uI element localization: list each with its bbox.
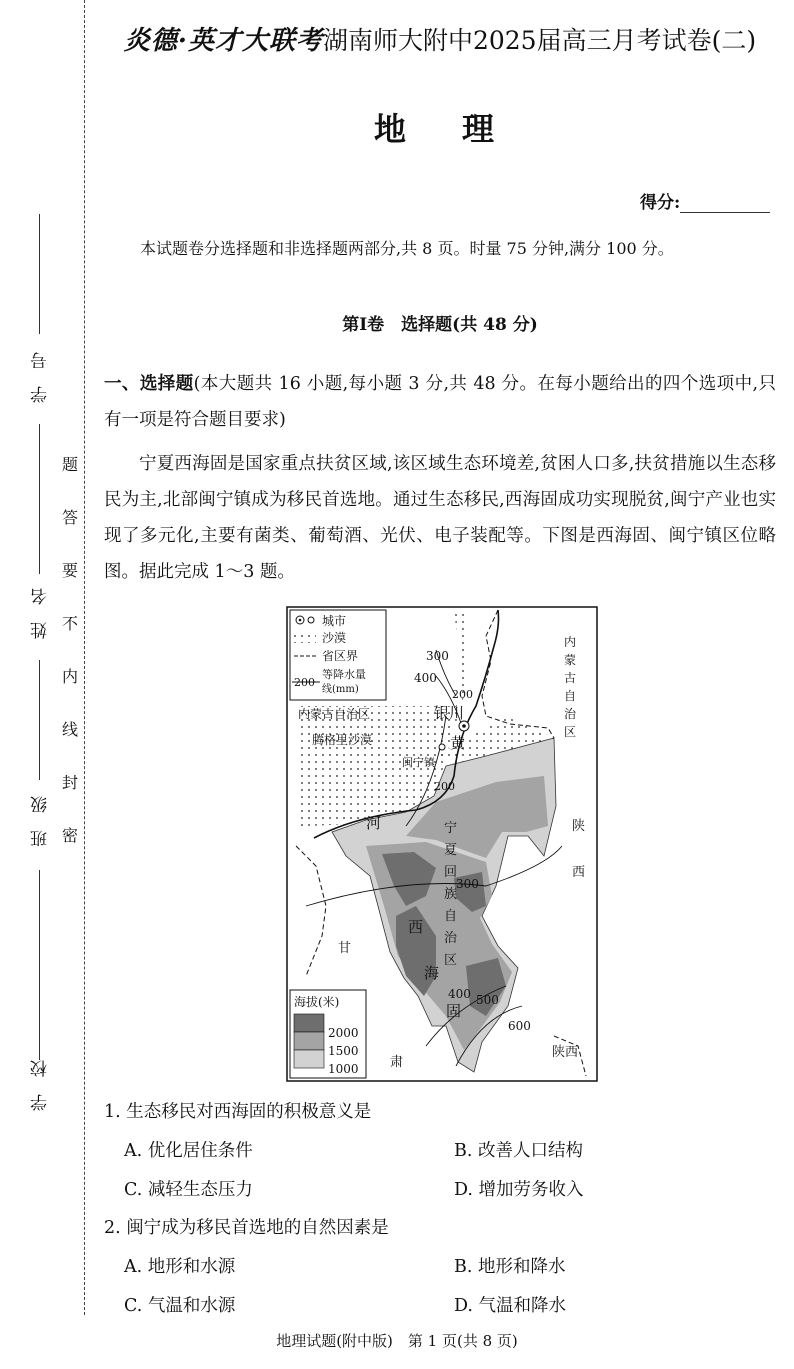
seal-char: 线 <box>62 720 79 739</box>
question-2-stem: 2. 闽宁成为移民首选地的自然因素是 <box>104 1218 389 1238</box>
seal-line <box>84 0 85 1315</box>
page-footer: 地理试题(附中版) 第 1 页(共 8 页) <box>276 1332 518 1350</box>
label-ningxia-3: 回 <box>444 865 458 880</box>
legend-isohyet-value: 200 <box>294 676 315 689</box>
seal-char: 答 <box>62 508 79 527</box>
label-tengger-desert: 腾格里沙漠 <box>312 733 373 747</box>
legend-city: 城市 <box>322 614 347 628</box>
label-shaanxi-2: 西 <box>572 865 586 880</box>
label-ningxia-1: 宁 <box>444 821 458 836</box>
label-inner-mongolia-east-1: 内 <box>564 635 577 649</box>
elevation-level-1500: 1500 <box>328 1044 359 1058</box>
label-inner-mongolia-east-5: 治 <box>564 707 577 721</box>
label-he: 河 <box>366 814 382 832</box>
label-shaanxi-1: 陕 <box>572 819 586 834</box>
question-2-option-d[interactable]: D. 气温和降水 <box>454 1296 567 1316</box>
isohyet-label: 400 <box>414 671 437 685</box>
label-gan: 甘 <box>338 941 352 956</box>
score-label: 得分: <box>640 193 681 213</box>
isohyet-label: 300 <box>426 649 449 663</box>
label-ningxia-7: 区 <box>444 953 458 968</box>
score-blank[interactable] <box>680 194 770 213</box>
elevation-swatch-1000 <box>294 1050 324 1068</box>
label-xi: 西 <box>408 918 424 936</box>
minning-symbol <box>439 744 445 750</box>
isohyet-label: 200 <box>452 688 473 701</box>
part-title: 第Ⅰ卷 选择题(共 48 分) <box>342 315 538 335</box>
binding-margin <box>0 0 90 1369</box>
section-instruction <box>104 366 776 438</box>
label-inner-mongolia-east-6: 区 <box>564 725 577 739</box>
question-1-stem: 1. 生态移民对西海固的积极意义是 <box>104 1102 372 1122</box>
seal-char: 密 <box>62 826 79 845</box>
student-id-blank[interactable] <box>39 214 40 334</box>
label-minning: 闽宁镇 <box>402 756 435 769</box>
isohyet-label: 200 <box>434 780 455 793</box>
subject-title: 地 理 <box>373 110 506 148</box>
isohyet-label: 600 <box>508 1019 531 1033</box>
seal-char: 题 <box>62 455 79 474</box>
label-huang: 黄 <box>450 734 466 752</box>
isohyet-label: 300 <box>456 877 479 891</box>
school-label: 学 校 <box>31 1060 51 1111</box>
legend-isohyet-unit: 线(mm) <box>322 684 359 695</box>
section-heading: 一、选择题 <box>104 374 194 394</box>
map-svg <box>286 606 598 1082</box>
isohyet-label: 400 <box>448 987 471 1001</box>
label-inner-mongolia-east-3: 古 <box>564 671 577 685</box>
city-symbol-dot <box>299 619 302 622</box>
label-inner-mongolia-east-4: 自 <box>564 689 577 703</box>
class-label: 班 级 <box>31 796 51 847</box>
location-map <box>286 606 598 1082</box>
label-gu: 固 <box>446 1002 462 1020</box>
label-inner-mongolia-west: 内蒙古自治区 <box>298 707 371 721</box>
legend-desert: 沙漠 <box>322 631 347 645</box>
question-1-option-b[interactable]: B. 改善人口结构 <box>454 1141 583 1161</box>
legend-isohyet-label: 等降水量 <box>322 668 366 681</box>
label-ningxia-2: 夏 <box>444 843 458 858</box>
label-inner-mongolia-east-2: 蒙 <box>564 653 577 667</box>
exam-header <box>104 20 776 57</box>
label-ningxia-6: 治 <box>444 931 458 946</box>
seal-char: 不 <box>62 614 79 633</box>
question-2-option-a[interactable]: A. 地形和水源 <box>124 1257 236 1277</box>
score-field <box>640 188 770 213</box>
name-blank[interactable] <box>39 424 40 574</box>
name-label: 姓 名 <box>31 588 51 639</box>
student-id-label: 学 号 <box>31 352 51 403</box>
desert-symbol <box>294 631 316 643</box>
elevation-level-1000: 1000 <box>328 1062 359 1076</box>
elevation-level-2000: 2000 <box>328 1026 359 1040</box>
label-su: 肃 <box>390 1055 404 1070</box>
label-shaanxi-south: 陕西 <box>552 1045 579 1060</box>
label-hai: 海 <box>424 964 440 982</box>
isohyet-label: 500 <box>476 993 499 1007</box>
passage: 宁夏西海固是国家重点扶贫区域,该区域生态环境差,贫困人口多,扶贫措施以生态移民为主,北部闽宁镇成为移民首选地。通过生态移民,西海固成功实现脱贫,闽宁产业也实现了多元化,主要有菌类、葡萄酒、光伏、电子装配等。下图是西海固、闽宁镇区位略图。据此完成 1～3 题。 <box>104 454 776 582</box>
exam-intro: 本试题卷分选择题和非选择题两部分,共 8 页。时量 75 分钟,满分 100 分。 <box>140 239 674 258</box>
section-instruction-text: (本大题共 16 小题,每小题 3 分,共 48 分。在每小题给出的四个选项中,只有一项是符合题目要求) <box>104 374 777 430</box>
question-1-option-d[interactable]: D. 增加劳务收入 <box>454 1180 584 1200</box>
elevation-swatch-1500 <box>294 1032 324 1050</box>
question-2-option-c[interactable]: C. 气温和水源 <box>124 1296 236 1316</box>
label-ningxia-5: 自 <box>444 909 458 924</box>
label-yinchuan: 银川 <box>434 704 465 722</box>
question-2-option-b[interactable]: B. 地形和降水 <box>454 1257 566 1277</box>
elevation-legend-title: 海拔(米) <box>294 995 340 1009</box>
school-blank[interactable] <box>39 870 40 1060</box>
label-ningxia-4: 族 <box>444 887 458 902</box>
seal-char: 内 <box>62 667 79 686</box>
exam-title: 湖南师大附中2025届高三月考试卷(二) <box>322 26 757 55</box>
question-1-option-c[interactable]: C. 减轻生态压力 <box>124 1180 253 1200</box>
class-blank[interactable] <box>39 660 40 780</box>
exam-brand: 炎德·英才大联考 <box>123 26 323 56</box>
legend-boundary: 省区界 <box>322 649 359 663</box>
seal-char: 要 <box>62 561 79 580</box>
seal-char: 封 <box>62 773 79 792</box>
yinchuan-symbol-dot <box>462 724 466 728</box>
elevation-swatch-2000 <box>294 1014 324 1032</box>
question-1-option-a[interactable]: A. 优化居住条件 <box>124 1141 253 1161</box>
